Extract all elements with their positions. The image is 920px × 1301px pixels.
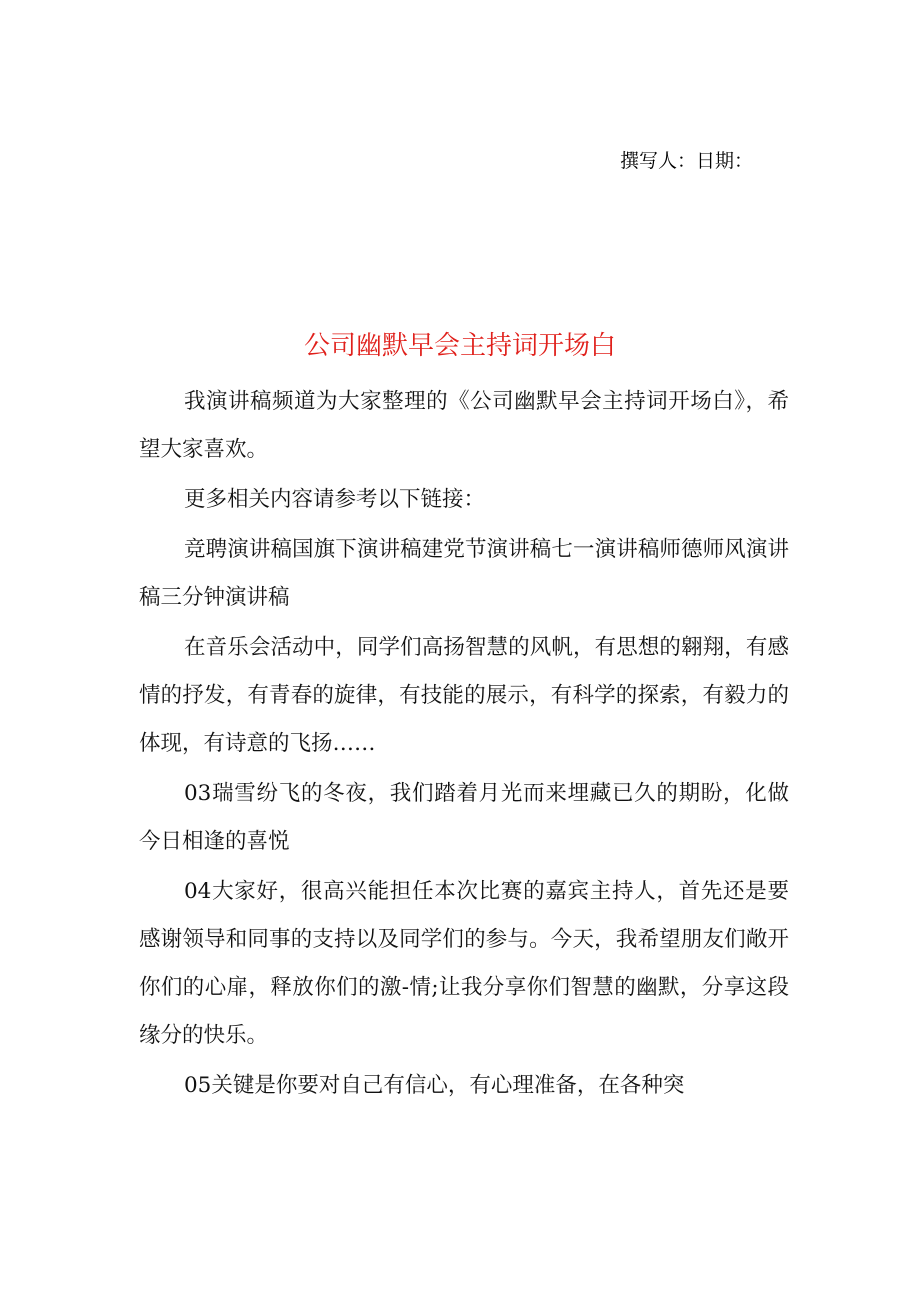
paragraph-03: 03瑞雪纷飞的冬夜，我们踏着月光而来埋藏已久的期盼，化做今日相逢的喜悦 [139, 781, 789, 854]
document-title: 公司幽默早会主持词开场白 [303, 331, 616, 361]
paragraph-links-intro: 更多相关内容请参考以下链接： [184, 487, 486, 512]
document-body [139, 378, 789, 1110]
author-date-line: 撰写人：日期： [620, 150, 754, 172]
paragraph-05: 05关键是你要对自己有信心，有心理准备，在各种突 [184, 1073, 685, 1098]
paragraph-links: 竞聘演讲稿国旗下演讲稿建党节演讲稿七一演讲稿师德师风演讲稿三分钟演讲稿 [139, 537, 789, 610]
paragraph-04: 04大家好，很高兴能担任本次比赛的嘉宾主持人，首先还是要感谢领导和同事的支持以及同学们的参与。今天，我希望朋友们敞开你们的心扉，释放你们的激-情;让我分享你们智慧的幽默，分享这段缘分的快乐。 [139, 879, 789, 1048]
paragraph-concert: 在音乐会活动中，同学们高扬智慧的风帆，有思想的翱翔，有感情的抒发，有青春的旋律，有技能的展示，有科学的探索，有毅力的体现，有诗意的飞扬…… [139, 635, 789, 756]
paragraph-intro: 我演讲稿频道为大家整理的《公司幽默早会主持词开场白》，希望大家喜欢。 [139, 389, 789, 462]
